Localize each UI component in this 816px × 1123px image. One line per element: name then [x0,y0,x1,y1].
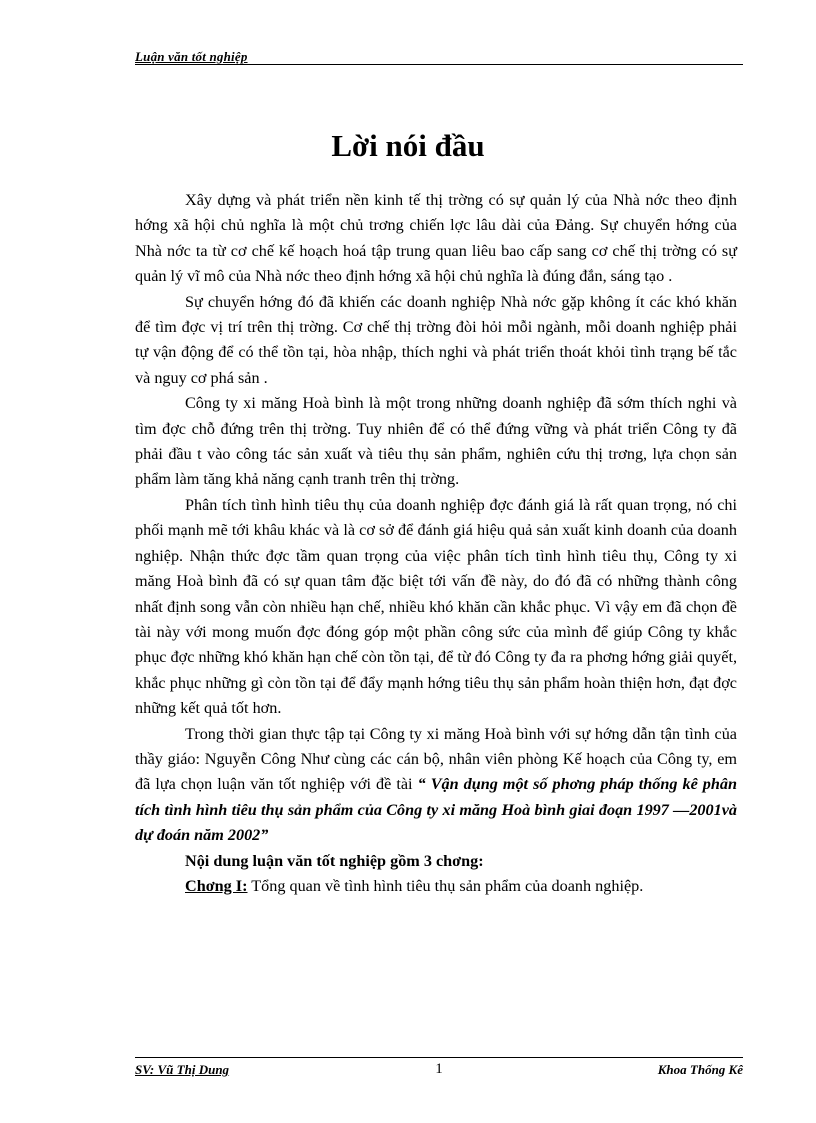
chapter-item [135,874,737,899]
chapter-label: Chơng I: [185,876,248,895]
footer-department: Khoa Thống Kê [657,1062,743,1077]
paragraph: Xây dựng và phát triển nền kinh tế thị trờng có sự quản lý của Nhà nớc theo định hớng xã hội chủ nghĩa là một chủ trơng chiến lợc lâu dài của Đảng. Sự chuyển hớng của Nhà nớc ta từ cơ chế kế hoạch hoá tập trung quan liêu bao cấp sang cơ chế thị trờng có sự quản lý vĩ mô của Nhà nớc theo định hớng xã hội chủ nghĩa là đúng đắn, sáng tạo . [135,191,737,286]
thesis-topic: “ Vận dụng một số phơng pháp thống kê phân tích tình hình tiêu thụ sản phẩm của Công ty xi măng Hoà bình giai đoạn 1997 —2001và dự đoán năm 2002” [135,775,737,845]
outline-heading: Nội dung luận văn tốt nghiệp gồm 3 chơng: [185,851,484,870]
page-footer [135,1057,743,1080]
header-text: Luận văn tốt nghiệp [135,49,248,64]
chapter-text: Tổng quan về tình hình tiêu thụ sản phẩm của doanh nghiệp. [247,876,644,895]
paragraph-thesis-topic [135,722,737,849]
page-header [135,48,743,65]
page-number: 1 [435,1061,443,1077]
page-title: Lời nói đầu [331,128,485,163]
footer-author: SV: Vũ Thị Dung [135,1062,230,1077]
paragraph-text: Trong thời gian thực tập tại Công ty xi măng Hoà bình với sự hớng dẫn tận tình của thầy giáo: Nguyễn Công Như cùng các cán bộ, nhân viên phòng Kế hoạch của Công ty, em đã lựa chọn luận văn tốt nghiệp với đề tài [135,724,737,794]
paragraph: Sự chuyển hớng đó đã khiến các doanh nghiệp Nhà nớc gặp không ít các khó khăn để tìm đợc vị trí trên thị trờng. Cơ chế thị trờng đòi hỏi mỗi ngành, mỗi doanh nghiệp phải tự vận động để có thể tồn tại, hòa nhập, thích nghi và phát triển thoát khỏi tình trạng bế tắc và nguy cơ phá sản . [135,292,737,387]
paragraph: Công ty xi măng Hoà bình là một trong những doanh nghiệp đã sớm thích nghi và tìm đợc chỗ đứng trên thị trờng. Tuy nhiên để có thể đứng vững và phát triển Công ty đã phải đầu t vào công tác sản xuất và tiêu thụ sản phẩm, nghiên cứu thị trơng, lựa chọn sản phẩm làm tăng khả năng cạnh tranh trên thị trờng. [135,394,737,489]
paragraph: Phân tích tình hình tiêu thụ của doanh nghiệp đợc đánh giá là rất quan trọng, nó chi phối mạnh mẽ tới khâu khác và là cơ sở để đánh giá hiệu quả sản xuất kinh doanh của doanh nghiệp. Nhận thức đợc tầm quan trọng của việc phân tích tình hình tiêu thụ, Công ty xi măng Hoà bình đã có sự quan tâm đặc biệt tới vấn đề này, do đó đã có những thành công nhất định song vẫn còn nhiều hạn chế, nhiều khó khăn cần khắc phục. Vì vậy em đã chọn đề tài này với mong muốn đợc đóng góp một phần công sức của mình để giúp Công ty khắc phục đợc những khó khăn hạn chế còn tồn tại, để từ đó Công ty đa ra phơng hớng giải quyết, khắc phục những gì còn tồn tại để đẩy mạnh hớng tiêu thụ sản phẩm hoàn thiện hơn, đạt đợc những kết quả tốt hơn. [135,495,737,718]
document-body [135,188,737,899]
